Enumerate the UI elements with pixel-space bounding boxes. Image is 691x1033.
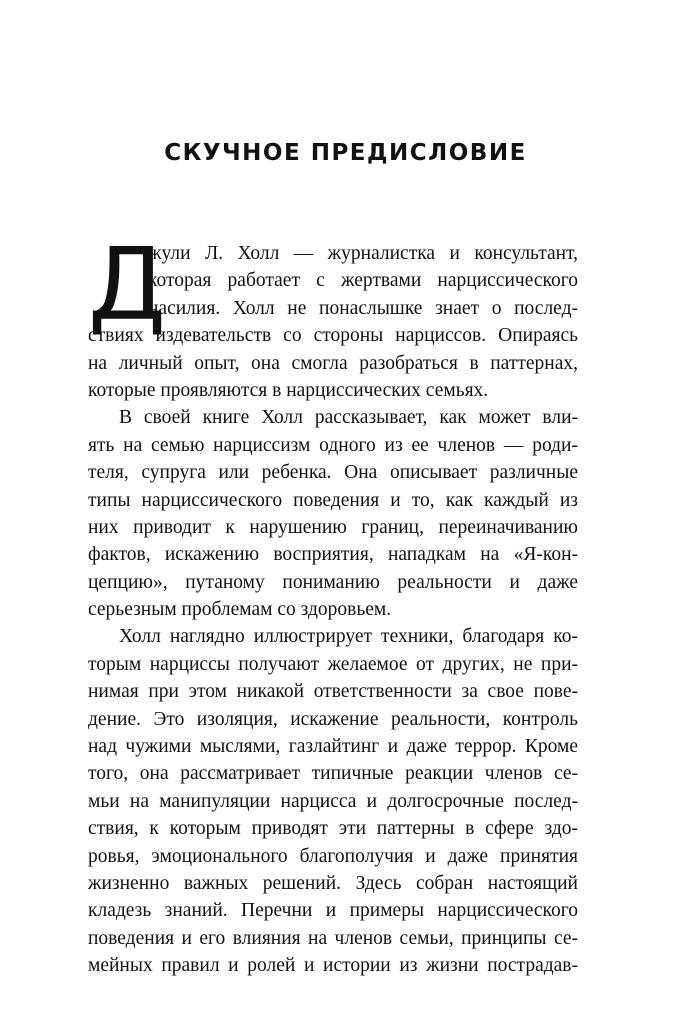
text-line: ять на семью нарциссизм одного из ее членов — роди- [88, 434, 578, 456]
text-line: насилия. Холл не понаслышке знает о послед- [148, 297, 578, 319]
text-line: В своей книге Холл рассказывает, как может вли- [119, 407, 578, 429]
drop-cap: Д [88, 226, 167, 343]
paragraph-3 [88, 623, 578, 979]
body-text [88, 226, 578, 980]
text-line: мьи на манипуляции нарцисса и долгосрочные послед- [88, 790, 578, 812]
text-line: ствия, к которым приводят эти паттерны в сфере здо- [88, 818, 578, 840]
text-line: Холл наглядно иллюстрирует техники, благодаря ко- [119, 626, 578, 648]
text-line: над чужими мыслями, газлайтинг и даже террор. Кроме [88, 736, 578, 758]
text-line: которые проявляются в нарциссических семьях. [88, 379, 489, 401]
text-line: фактов, искажению восприятия, нападкам на «Я-кон- [88, 544, 578, 566]
text-line: которая работает с жертвами нарциссического [148, 270, 578, 292]
text-line: торым нарциссы получают желаемое от других, не при- [88, 653, 578, 675]
text-line: дение. Это изоляция, искажение реальности, контроль [88, 708, 578, 730]
text-line: цепцию», путаному пониманию реальности и даже [88, 571, 578, 593]
text-line: кладезь знаний. Перечни и примеры нарциссического [88, 900, 578, 922]
text-line: ствиях издевательств со стороны нарциссов. Опираясь [88, 325, 578, 347]
text-line: поведения и его влияния на членов семьи, принципы се- [88, 927, 578, 949]
text-line: ровья, эмоционального благополучия и даже принятия [88, 845, 578, 867]
text-line: жизненно важных решений. Здесь собран настоящий [88, 872, 578, 894]
text-line: жули Л. Холл — журналистка и консультант, [148, 243, 578, 264]
text-line: типы нарциссического поведения и то, как каждый из [88, 489, 578, 511]
text-line: нимая при этом никакой ответственности за свое пове- [88, 681, 578, 703]
text-line: мейных правил и ролей и истории из жизни пострадав- [88, 955, 578, 977]
text-line: теля, супруга или ребенка. Она описывает различные [88, 462, 578, 484]
paragraph-2 [88, 404, 578, 623]
paragraph-1 [88, 226, 578, 404]
text-line: них приводит к нарушению границ, переиначиванию [88, 516, 578, 538]
page-title: СКУЧНОЕ ПРЕДИСЛОВИЕ [164, 140, 527, 166]
text-line: на личный опыт, она смогла разобраться в паттернах, [88, 352, 578, 374]
text-line: того, она рассматривает типичные реакции членов се- [88, 763, 578, 785]
text-line: серьезным проблемам со здоровьем. [88, 599, 392, 621]
